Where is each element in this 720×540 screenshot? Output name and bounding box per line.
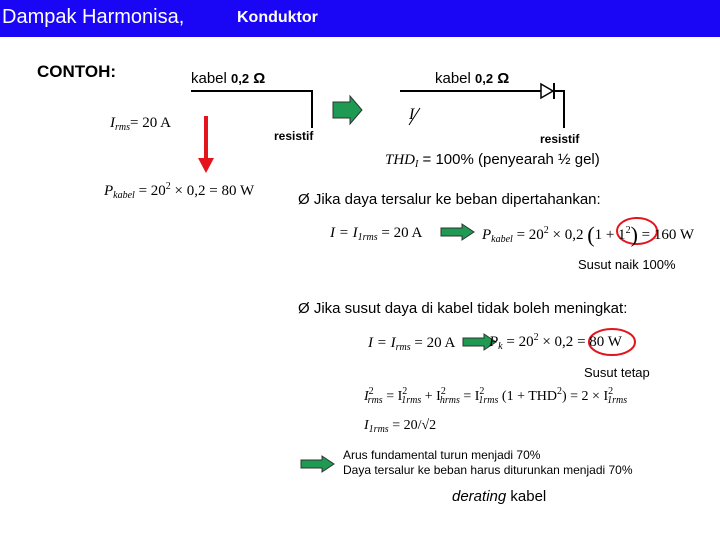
fundamental-current-formula: $I_{1rms} = 20/√2$ [364, 418, 437, 435]
page-subtitle: Konduktor [237, 9, 318, 26]
left-cable-line [191, 91, 312, 128]
derating-label: derating kabel [452, 488, 547, 505]
left-cable-label: kabel 0,2 Ω [191, 70, 266, 87]
power-left-formula: $P_{kabel} = 20^2 \times 0,2 = 80$ W [104, 181, 255, 201]
case1-note: Susut naik 100% [578, 257, 676, 272]
transform-arrow-icon [333, 96, 362, 124]
left-current-label: $I_{rms}= 20$ A [110, 115, 171, 133]
case1-heading: Ø Jika daya tersalur ke beban dipertahankan: [298, 191, 601, 208]
left-current-arrow-head [198, 158, 214, 173]
right-load-label: resistif [540, 132, 580, 146]
right-current-label: I [409, 106, 415, 123]
case2-power-formula: $P_k = 20^2 \times 0,2 = 80$ W [489, 332, 622, 352]
case2-note: Susut tetap [584, 365, 650, 380]
rms-current-formula: $I^2_{rms} = I^2_{1rms} + I^2_{hrms} = I^2_{1rms}$ $(1 + THD^2) = 2 \times I^2_{1rms}$ [364, 386, 628, 406]
conclusion-text: Arus fundamental turun menjadi 70% Daya tersalur ke beban harus diturunkan menjadi 70% [343, 448, 633, 477]
right-cable-label: kabel 0,2 Ω [435, 70, 510, 87]
left-load-label: resistif [274, 129, 314, 143]
case1-current: $I = I_{1rms} = 20$ A [330, 225, 423, 243]
case1-power-formula: $P_{kabel} = 20^2 \times 0,2$ $(1 + 1^2) = 160$ W [482, 222, 694, 247]
diode-icon [541, 84, 553, 98]
conclusion-arrow-icon [301, 456, 334, 472]
contoh-label: CONTOH: [37, 62, 117, 81]
case1-arrow-icon [441, 224, 474, 240]
page-title: Dampak Harmonisa, [2, 6, 185, 28]
thd-label: $THD_I = 100\%$ (penyearah ½ gel) [385, 151, 600, 170]
case2-heading: Ø Jika susut daya di kabel tidak boleh meningkat: [298, 300, 628, 317]
case2-current: $I = I_{rms} = 20$ A [368, 335, 456, 353]
